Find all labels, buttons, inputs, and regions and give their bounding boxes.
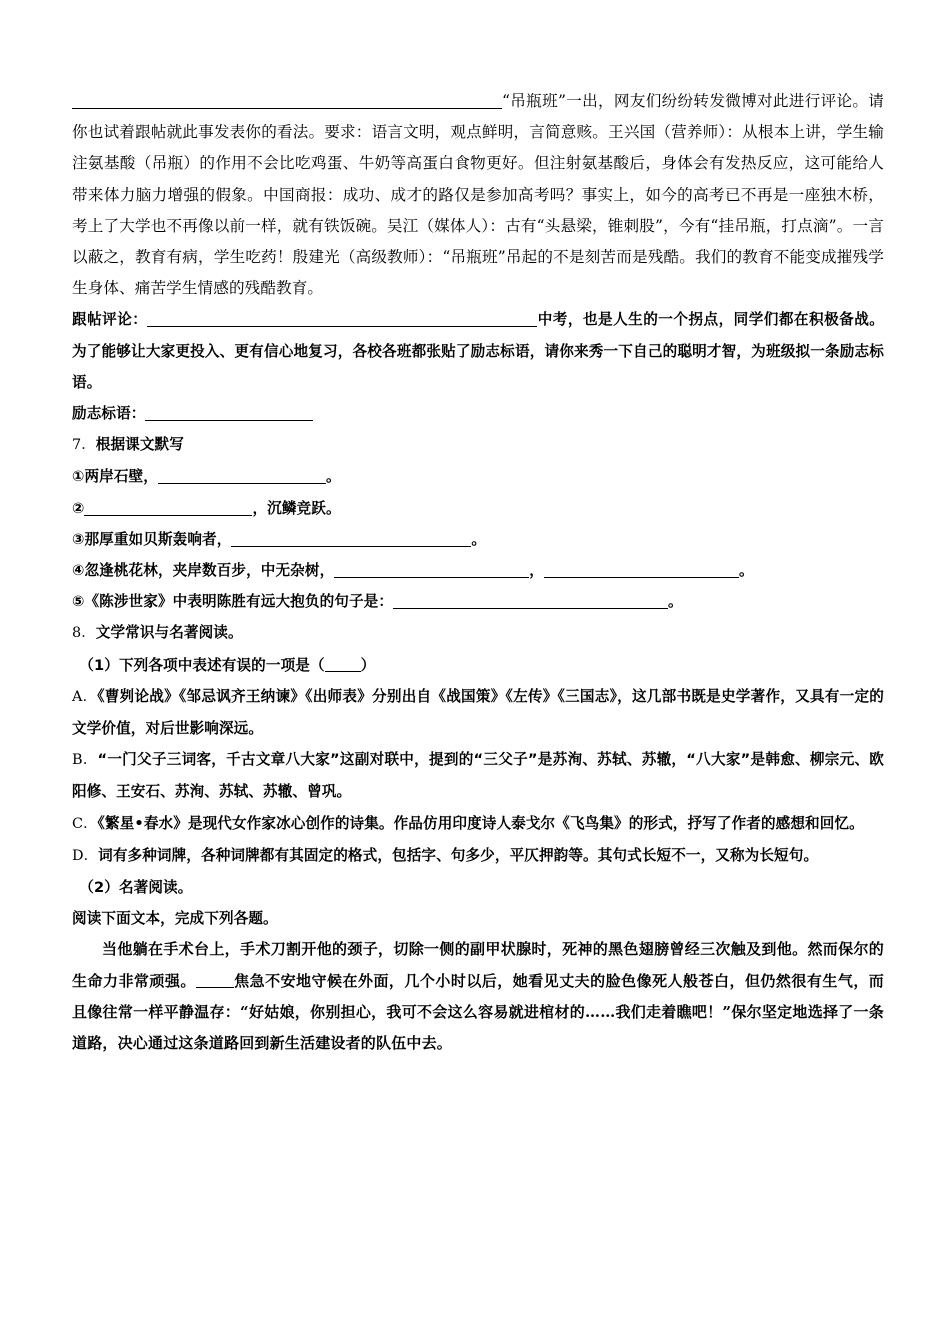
item-marker-2: ② [72,499,85,517]
answer-blank-7-5[interactable] [393,594,668,609]
paragraph-lizhi-slogan [72,398,884,429]
option-letter-b: B． [72,752,98,769]
option-letter-c: C． [72,815,98,832]
question-7-item-3 [72,524,884,555]
answer-blank-gentie[interactable] [147,313,537,328]
passage-indent [72,940,102,958]
passage-part-1: 当他躺在手术台上，手术刀割开他的颈子，切除一侧的副甲状腺时，死神的黑色翅膀曾经三次触及到他。然而保尔的生命力非常顽强。 [72,940,884,990]
answer-blank-7-4a[interactable] [334,563,529,578]
question-8-number: 8． [72,625,96,642]
item-marker-3: ③ [72,530,85,548]
question-8-sub2 [72,872,884,903]
answer-blank-passage[interactable] [196,972,234,987]
answer-blank-8-choice[interactable] [325,657,361,672]
question-8-heading [72,617,884,649]
option-text-b: “一门父子三词客，千古文章八大家”这副对联中，提到的“三父子”是苏洵、苏轼、苏辙，“八大家”是韩愈、柳宗元、欧阳修、王安石、苏洵、苏轼、苏辙、曾巩。 [72,751,884,801]
answer-blank-lizhi[interactable] [145,406,313,421]
paragraph-gentie-comment [72,304,884,398]
answer-blank-7-3[interactable] [231,532,471,547]
item-text-after-4: 。 [738,562,754,580]
question-8-sub2-label: （2）名著阅读。 [79,879,193,897]
page-content [72,86,884,1059]
question-8-option-b[interactable] [72,744,884,807]
paragraph-tiaopingban [72,86,884,304]
option-text-a: 《曹刿论战》《邹忌讽齐王纳谏》《出师表》分别出自《战国策》《左传》《三国志》，这几部书既是史学著作，又具有一定的文学价值，对后世影响深远。 [72,687,884,738]
question-8-sub1 [72,650,884,681]
item-text-before-5: 《陈涉世家》中表明陈胜有远大抱负的句子是： [84,593,394,611]
item-marker-5: ⑤ [72,593,85,611]
question-8-option-c[interactable] [72,808,884,840]
question-8-instruction [72,903,884,934]
passage-part-2: 焦急不安地守候在外面，几个小时以后，她看见丈夫的脸色像死人般苍白，但仍然很有生气，而且像往常一样平静温存：“好姑娘，你别担心，我可不会这么容易就进棺材的……我们走着瞧吧！”保尔坚定地选择了一条道路，决心通过这条道路回到新生活建设者的队伍中去。 [72,971,884,1053]
question-7-title: 根据课文默写 [95,436,184,454]
gentie-label: 跟帖评论： [72,311,148,329]
question-8-instruction-text: 阅读下面文本，完成下列各题。 [72,910,278,928]
option-text-c: 《繁星•春水》是现代女作家冰心创作的诗集。作品仿用印度诗人泰戈尔《飞鸟集》的形式，抒写了作者的感想和回忆。 [97,814,864,832]
item-text-middle-4: ， [529,562,544,580]
question-7-item-5 [72,586,884,617]
question-7-number: 7． [72,437,96,454]
item-text-before-3: 那厚重如贝斯轰响者， [84,530,232,548]
question-8-passage [72,934,884,1059]
question-7-item-2 [72,493,884,524]
item-marker-1: ① [72,468,85,486]
item-text-after-3: 。 [471,530,487,548]
option-letter-d: D． [72,847,99,864]
question-8-option-d[interactable] [72,840,884,872]
question-8-sub1-label: （1）下列各项中表述有误的一项是（ [79,656,325,674]
answer-blank-7-2[interactable] [84,501,252,516]
lizhi-label: 励志标语： [72,405,146,423]
item-text-after-2: ，沉鳞竞跃。 [252,499,341,517]
question-7-item-4 [72,555,884,586]
item-text-after-5: 。 [668,593,683,611]
item-text-after-1: 。 [325,468,341,486]
paragraph-tiaopingban-text: “吊瓶班”一出，网友们纷纷转发微博对此进行评论。请你也试着跟帖就此事发表你的看法。要求：语言文明，观点鲜明，言简意赅。王兴国（营养师）：从根本上讲，学生输注氨基酸（吊瓶）的作用不会比吃鸡蛋、牛奶等高蛋白食物更好。但注射氨基酸后，身体会有发热反应，这可能给人带来体力脑力增强的假象。中国商报：成功、成才的路仅是参加高考吗？事实上，如今的高考已不再是一座独木桥，考上了大学也不再像以前一样，就有铁饭碗。吴江（媒体人）：古有“头悬梁，锥刺股”，今有“挂吊瓶，打点滴”。一言以蔽之，教育有病，学生吃药！殷建光（高级教师）：“吊瓶班”吊起的不是刻苦而是残酷。我们的教育不能变成摧残学生身体、痛苦学生情感的残酷教育。 [72,92,884,298]
option-text-d: 词有多种词牌，各种词牌都有其固定的格式，包括字、句多少，平仄押韵等。其句式长短不一，又称为长短句。 [98,846,819,864]
question-8-option-a[interactable] [72,681,884,744]
item-text-before-1: 两岸石壁， [84,468,158,486]
answer-blank-7-4b[interactable] [544,563,739,578]
question-8-title: 文学常识与名著阅读。 [95,624,243,642]
option-letter-a: A． [72,688,98,705]
question-7-heading [72,429,884,461]
answer-blank-7-1[interactable] [158,470,326,485]
item-marker-4: ④ [72,562,85,580]
item-text-before-4: 忽逢桃花林，夹岸数百步，中无杂树， [84,562,335,580]
gentie-text: 中考，也是人生的一个拐点，同学们都在积极备战。为了能够让大家更投入、更有信心地复习，各校各班都张贴了励志标语，请你来秀一下自己的聪明才智，为班级拟一条励志标语。 [72,311,884,391]
question-8-sub1-label-end: ） [360,656,376,674]
answer-blank-intro[interactable] [72,93,502,109]
question-7-item-1 [72,461,884,492]
